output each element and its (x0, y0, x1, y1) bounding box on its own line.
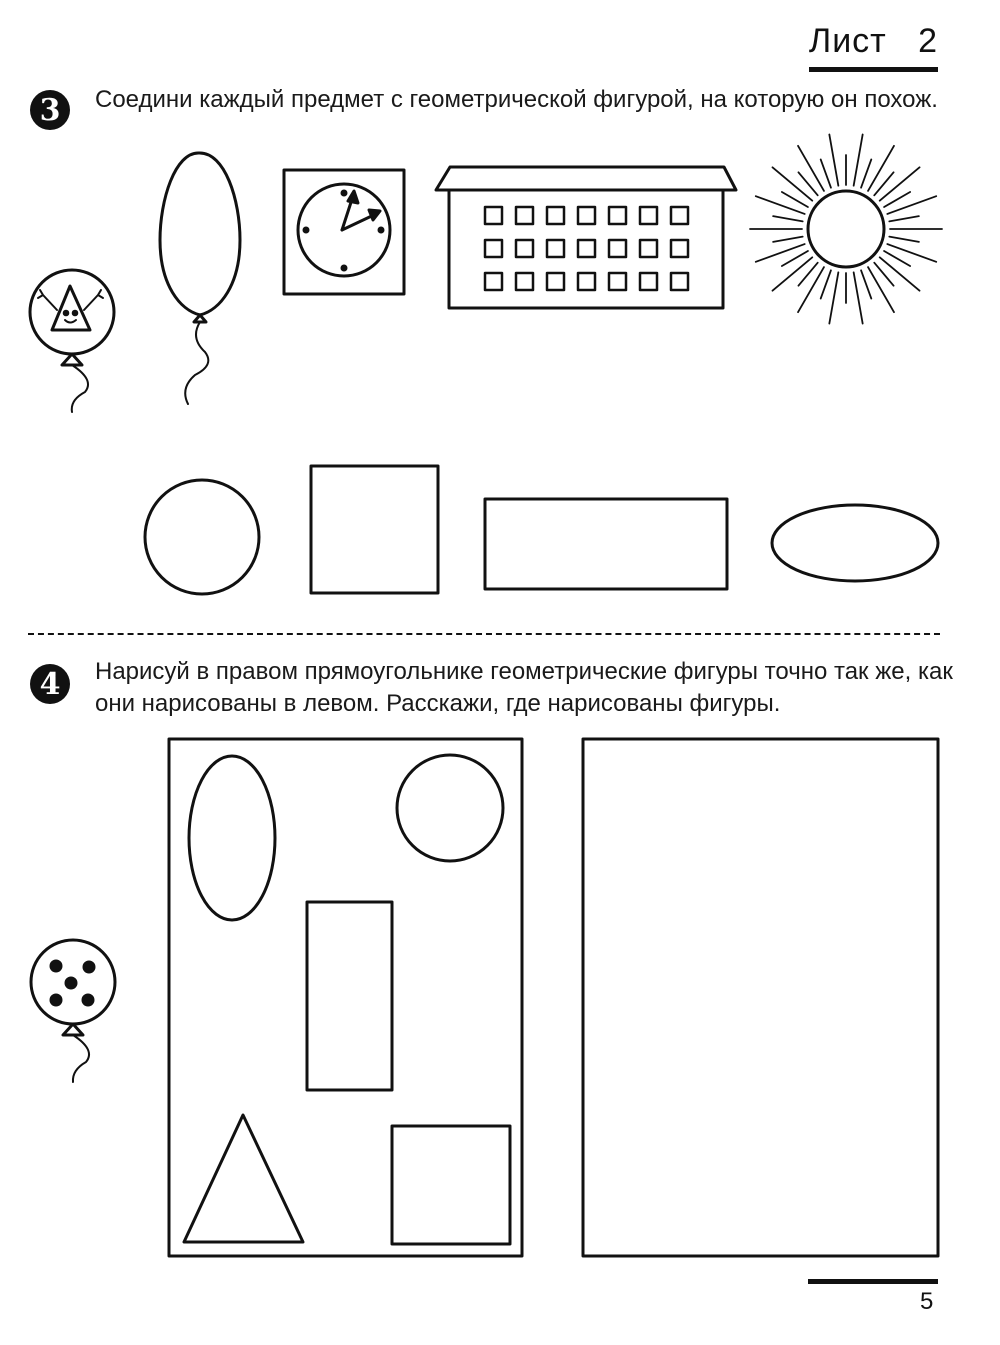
sun-ray (756, 244, 805, 262)
sample-rectangle (307, 902, 392, 1090)
sample-circle (397, 755, 503, 861)
sun-ray (887, 196, 936, 214)
task-number-badge: 3 (30, 90, 70, 130)
sun-ray (772, 167, 812, 200)
sun-ray (798, 146, 824, 191)
sun-ray (868, 267, 894, 312)
sun-ray (868, 146, 894, 191)
sun-ray (861, 270, 871, 298)
task4-instruction: Нарисуй в правом прямоугольнике геометрические фигуры точно так же, как они нарисованы в левом. Расскажи, где нарисованы фигуры. (95, 658, 953, 717)
sun-ray (798, 267, 824, 312)
shape-square[interactable] (311, 466, 438, 593)
sun-ray (829, 134, 838, 185)
drawing-frame[interactable] (583, 739, 938, 1256)
sun-ray (821, 270, 831, 298)
triangle-mascot-balloon-icon (30, 270, 114, 412)
sun-ray (889, 216, 919, 221)
sun-ray (773, 237, 803, 242)
sheet-title: Лист 2 (809, 22, 938, 72)
sun-ray (821, 159, 831, 187)
sun-ray (854, 272, 863, 323)
building-icon[interactable] (436, 167, 736, 308)
sample-frame (169, 739, 522, 1256)
shape-ellipse[interactable] (772, 505, 938, 581)
dotted-mascot-balloon-icon (31, 940, 115, 1082)
clock-icon[interactable] (284, 170, 404, 294)
sun-ray (756, 196, 805, 214)
task3-instruction: Соедини каждый предмет с геометрической фигурой, на которую он похож. (95, 86, 938, 113)
balloon-icon[interactable] (160, 153, 240, 404)
sun-ray (772, 257, 812, 290)
sun-ray (887, 244, 936, 262)
sun-icon[interactable] (750, 134, 942, 323)
sun-ray (854, 134, 863, 185)
shape-circle[interactable] (145, 480, 259, 594)
sample-triangle (184, 1115, 303, 1242)
task-number-badge: 4 (30, 664, 70, 704)
sun-ray (880, 257, 920, 290)
sun-ray (861, 159, 871, 187)
sun-ray (880, 167, 920, 200)
page-number: 5 (920, 1288, 934, 1315)
sun-ray (889, 237, 919, 242)
sun-ray (773, 216, 803, 221)
sun-ray (829, 272, 838, 323)
shape-rectangle[interactable] (485, 499, 727, 589)
sample-ellipse (189, 756, 275, 920)
sample-square (392, 1126, 510, 1244)
